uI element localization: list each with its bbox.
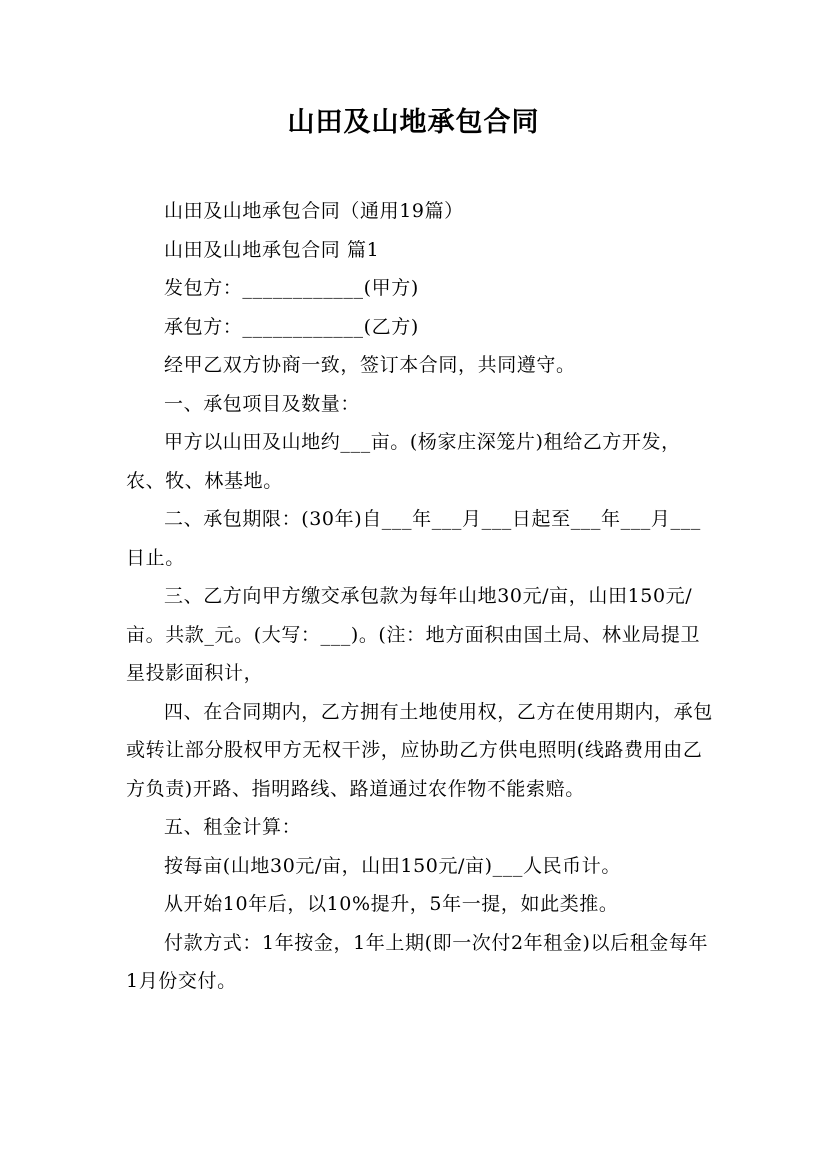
paragraph-section-4: 四、在合同期内，乙方拥有土地使用权，乙方在使用期内，承包或转让部分股权甲方无权干涉，应协助乙方供电照明(线路费用由乙方负责)开路、指明路线、路道通过农作物不能索赔。 [126, 700, 713, 800]
document-body [126, 192, 716, 1001]
paragraph-section-1-heading: 一、承包项目及数量： [164, 392, 361, 415]
paragraph-section-3: 三、乙方向甲方缴交承包款为每年山地30元/亩，山田150元/亩。共款_元。(大写：___)。(注：地方面积由国土局、林业局提卫星投影面积计， [126, 585, 701, 684]
paragraph-rent-increase: 从开始10年后，以10%提升，5年一提，如此类推。 [164, 893, 619, 915]
paragraph-section-2: 二、承包期限：(30年)自___年___月___日起至___年___月___日止。 [126, 508, 701, 569]
paragraph-party-b: 承包方：____________(乙方) [164, 315, 419, 338]
paragraph-article-heading: 山田及山地承包合同 篇1 [164, 238, 380, 261]
paragraph-rent-rate: 按每亩(山地30元/亩，山田150元/亩)___人民币计。 [164, 854, 621, 877]
paragraph-payment-method: 付款方式：1年按金，1年上期(即一次付2年租金)以后租金每年1月份交付。 [126, 931, 709, 992]
paragraph-section-5-heading: 五、租金计算： [164, 816, 302, 838]
paragraph-section-1-body: 甲方以山田及山地约___亩。(杨家庄深笼片)租给乙方开发，农、牧、林基地。 [126, 431, 681, 492]
paragraph-collection-heading: 山田及山地承包合同（通用19篇） [164, 200, 464, 222]
document-title: 山田及山地承包合同 [287, 107, 540, 138]
paragraph-party-a: 发包方：____________(甲方) [164, 277, 419, 299]
paragraph-agreement: 经甲乙双方协商一致，签订本合同，共同遵守。 [164, 354, 576, 376]
